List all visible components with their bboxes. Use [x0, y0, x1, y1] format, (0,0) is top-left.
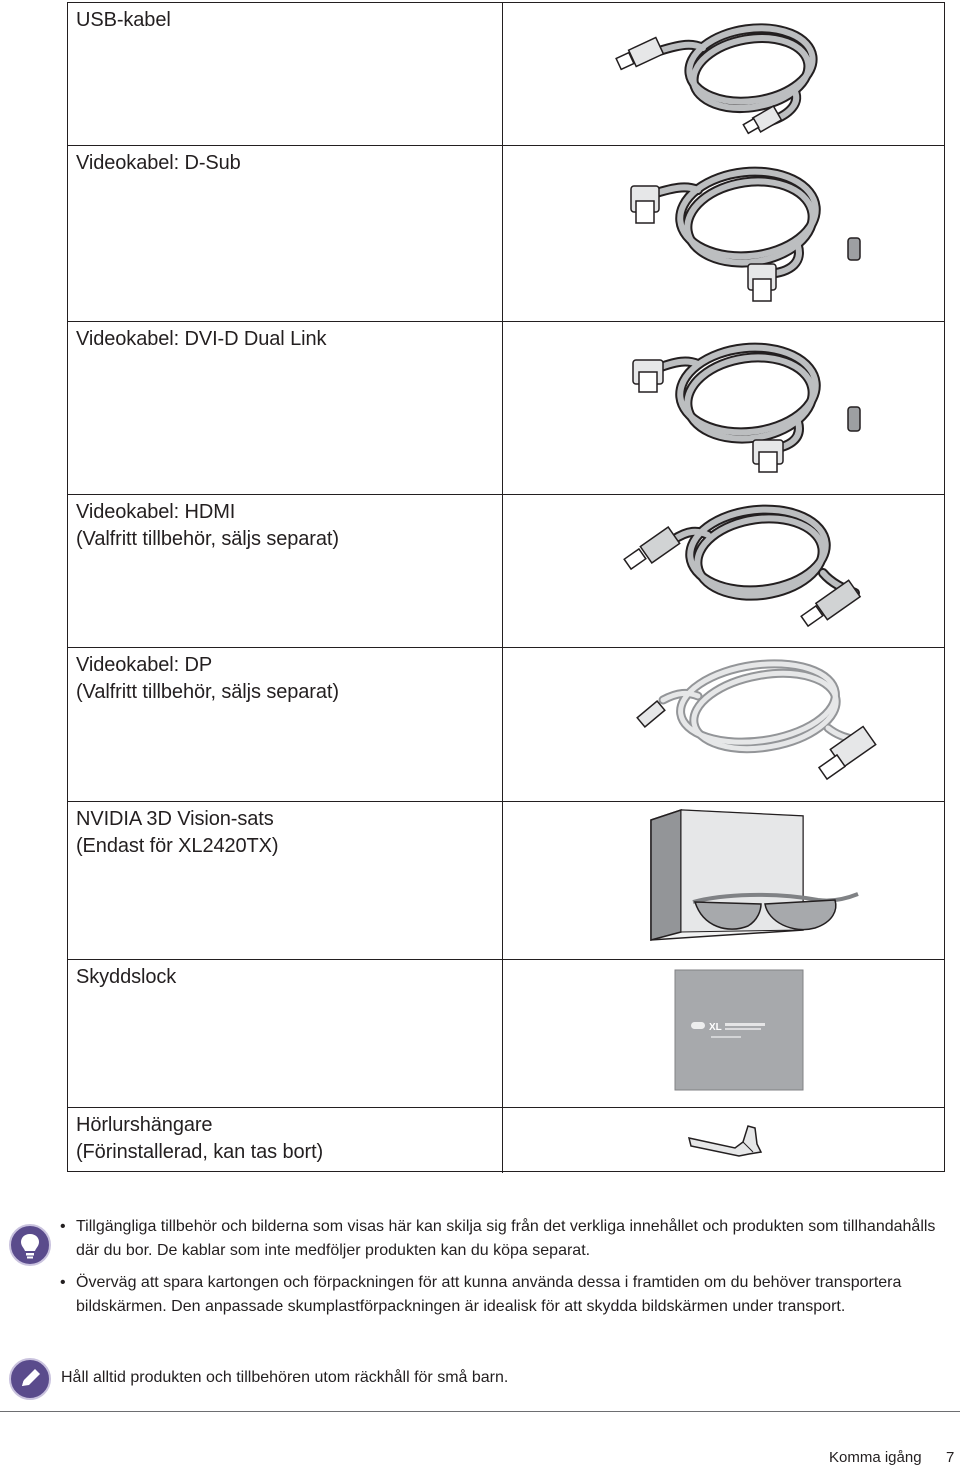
tip-bullet: • Överväg att spara kartongen och förpackningen för att kunna använda dessa i framtiden om du behöver transportera bildskärmen. Den anpassade skumplastförpackningen är idealisk för att skydda bildskärmen under transport.	[60, 1271, 950, 1319]
item-name: Skyddslock	[76, 966, 177, 988]
dvi-cable-image	[503, 322, 944, 494]
pencil-icon	[9, 1358, 51, 1400]
item-label	[68, 1108, 503, 1173]
cover-brand-print: XL	[709, 1022, 722, 1033]
page-number: 7	[946, 1449, 955, 1466]
dp-cable-image	[503, 648, 944, 801]
table-row	[68, 495, 944, 648]
accessories-table	[67, 2, 945, 1172]
item-note: (Valfritt tillbehör, säljs separat)	[76, 528, 339, 550]
item-name: Videokabel: DVI-D Dual Link	[76, 328, 327, 350]
item-label	[68, 960, 503, 1107]
table-row	[68, 802, 944, 960]
tip-bullet: • Tillgängliga tillbehör och bilderna som visas här kan skilja sig från det verkliga innehållet och produkten som tillhandahålls där du bor. De kablar som inte medföljer produkten kan du köpa separat.	[60, 1215, 950, 1263]
item-name: Videokabel: HDMI	[76, 501, 236, 523]
dsub-cable-image	[503, 146, 944, 321]
item-name: Videokabel: DP	[76, 654, 213, 676]
item-name: Videokabel: D-Sub	[76, 152, 241, 174]
usb-cable-image	[503, 3, 944, 145]
hdmi-cable-image	[503, 495, 944, 647]
headphone-hook-image	[503, 1108, 944, 1173]
table-row	[68, 322, 944, 495]
item-label	[68, 648, 503, 801]
note-text: Håll alltid produkten och tillbehören utom räckhåll för små barn.	[61, 1369, 509, 1386]
table-row	[68, 1108, 944, 1173]
item-name: USB-kabel	[76, 9, 171, 31]
item-label	[68, 322, 503, 494]
table-row	[68, 648, 944, 802]
item-name: Hörlurshängare	[76, 1114, 213, 1136]
footer-section: Komma igång	[829, 1449, 922, 1466]
item-note: (Valfritt tillbehör, säljs separat)	[76, 681, 339, 703]
item-label	[68, 802, 503, 959]
lightbulb-icon	[9, 1224, 51, 1266]
protective-cover-image	[503, 960, 944, 1107]
3d-vision-kit-image	[503, 802, 944, 959]
footer-divider	[0, 1411, 960, 1412]
item-name: NVIDIA 3D Vision-sats	[76, 808, 274, 830]
item-label	[68, 495, 503, 647]
item-label	[68, 3, 503, 145]
table-row	[68, 146, 944, 322]
item-note: (Endast för XL2420TX)	[76, 835, 279, 857]
item-label	[68, 146, 503, 321]
table-row	[68, 960, 944, 1108]
table-row	[68, 3, 944, 146]
item-note: (Förinstallerad, kan tas bort)	[76, 1141, 324, 1163]
